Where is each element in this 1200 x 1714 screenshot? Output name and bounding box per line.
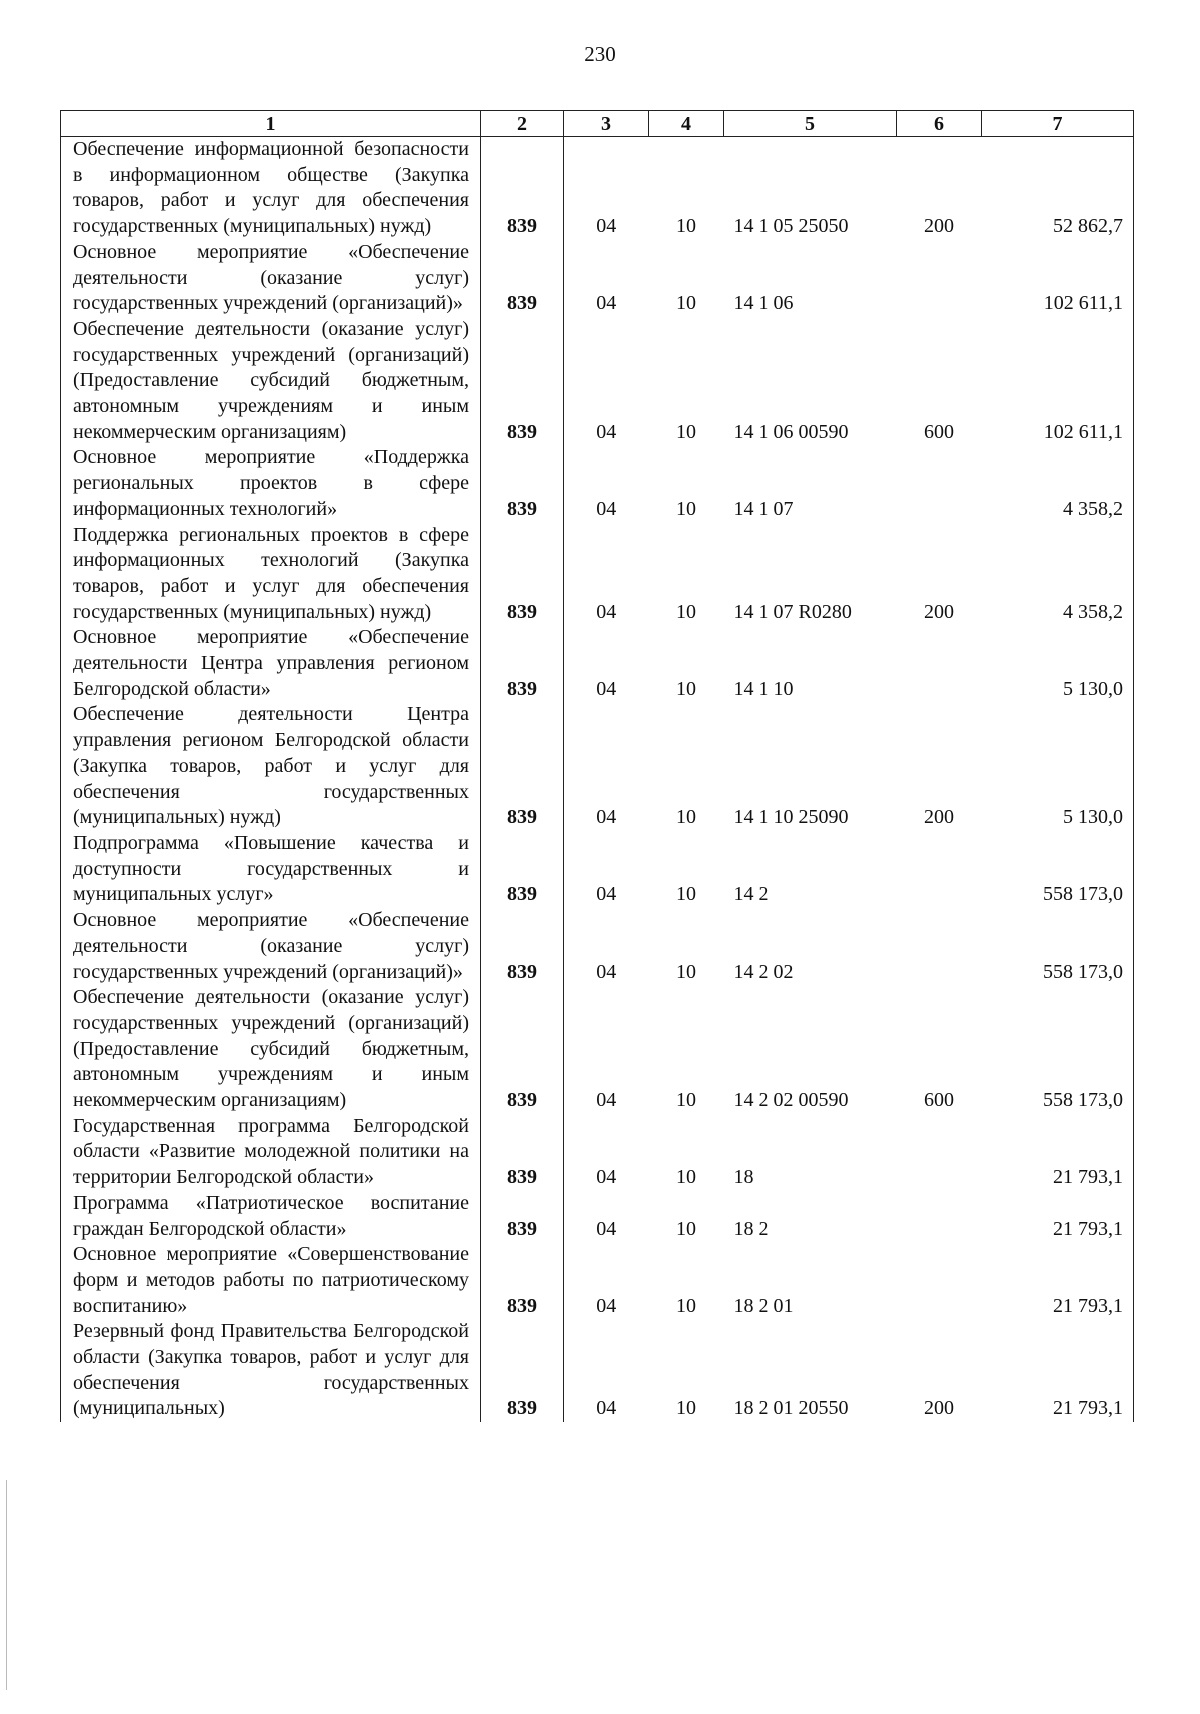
cell-col-3: 04 [564, 1114, 649, 1191]
cell-col-4: 10 [676, 215, 696, 238]
cell-col-2: 839 [481, 1319, 564, 1422]
scan-edge-line [6, 1480, 7, 1690]
cell-col-6: 200 [924, 600, 954, 623]
cell-col-5: 14 1 06 00590 [733, 420, 849, 443]
header-row [61, 111, 1134, 137]
cell-col-3: 04 [564, 137, 649, 240]
cell-col-5: 14 1 10 [733, 677, 794, 700]
column-header-7: 7 [982, 111, 1134, 137]
cell-col-5: 14 2 02 [733, 960, 794, 983]
cell-col-3: 04 [564, 625, 649, 702]
row-description: Подпрограмма «Повышение качества и доступности государственных и муниципальных услуг» [61, 831, 481, 908]
cell-col-2: 839 [481, 1114, 564, 1191]
cell-col-3: 04 [564, 1242, 649, 1319]
cell-col-6 [897, 625, 982, 702]
cell-col-2: 839 [481, 523, 564, 626]
table-row [61, 702, 1134, 831]
cell-col-7: 21 793,1 [982, 1114, 1134, 1191]
cell-col-2: 839 [481, 137, 564, 240]
cell-col-5: 14 1 05 25050 [733, 215, 849, 238]
cell-col-4: 10 [676, 497, 696, 520]
table-row [61, 625, 1134, 702]
budget-table [60, 110, 1134, 1422]
cell-col-4: 10 [676, 883, 696, 906]
column-header-5: 5 [724, 111, 897, 137]
cell-col-6 [897, 908, 982, 985]
cell-col-7: 102 611,1 [982, 240, 1134, 317]
cell-col-2: 839 [481, 1242, 564, 1319]
cell-col-2: 839 [481, 1191, 564, 1242]
row-description: Основное мероприятие «Обеспечение деятельности (оказание услуг) государственных учреждений (организаций)» [61, 908, 481, 985]
table-row [61, 137, 1134, 240]
cell-col-5: 14 1 07 R0280 [733, 600, 852, 623]
cell-col-6 [897, 240, 982, 317]
column-header-3: 3 [564, 111, 649, 137]
cell-col-3: 04 [564, 445, 649, 522]
row-description: Обеспечение деятельности (оказание услуг) государственных учреждений (организаций) (Предоставление субсидий бюджетным, автономным учреждениям и иным некоммерческим организациям) [61, 985, 481, 1114]
cell-col-7: 52 862,7 [982, 137, 1134, 240]
row-description: Обеспечение информационной безопасности в информационном обществе (Закупка товаров, работ и услуг для обеспечения государственных (муниципальных) нужд) [61, 137, 481, 240]
row-description: Обеспечение деятельности (оказание услуг) государственных учреждений (организаций) (Предоставление субсидий бюджетным, автономным учреждениям и иным некоммерческим организациям) [61, 317, 481, 446]
row-description: Основное мероприятие «Обеспечение деятельности Центра управления регионом Белгородской области» [61, 625, 481, 702]
cell-col-3: 04 [564, 831, 649, 908]
cell-col-5: 14 1 06 [733, 292, 794, 315]
cell-col-5: 18 2 01 [733, 1294, 794, 1317]
cell-col-6: 600 [924, 420, 954, 443]
table-row [61, 1191, 1134, 1242]
cell-col-3: 04 [564, 317, 649, 446]
cell-col-6 [897, 831, 982, 908]
cell-col-7: 558 173,0 [982, 985, 1134, 1114]
cell-col-2: 839 [481, 317, 564, 446]
cell-col-5: 14 2 02 00590 [733, 1089, 849, 1112]
cell-col-6 [897, 1191, 982, 1242]
cell-col-2: 839 [481, 445, 564, 522]
cell-col-7: 21 793,1 [982, 1242, 1134, 1319]
cell-col-4: 10 [676, 292, 696, 315]
cell-col-3: 04 [564, 908, 649, 985]
cell-col-7: 558 173,0 [982, 908, 1134, 985]
cell-col-6 [897, 445, 982, 522]
table-row [61, 240, 1134, 317]
table-row [61, 908, 1134, 985]
cell-col-6: 200 [924, 1397, 954, 1420]
table-row [61, 1242, 1134, 1319]
cell-col-2: 839 [481, 831, 564, 908]
cell-col-7: 21 793,1 [982, 1319, 1134, 1422]
row-description: Программа «Патриотическое воспитание граждан Белгородской области» [61, 1191, 481, 1242]
table-row [61, 1114, 1134, 1191]
cell-col-4: 10 [676, 677, 696, 700]
table-row [61, 985, 1134, 1114]
cell-col-4: 10 [676, 1397, 696, 1420]
row-description: Основное мероприятие «Обеспечение деятельности (оказание услуг) государственных учреждений (организаций)» [61, 240, 481, 317]
cell-col-2: 839 [481, 985, 564, 1114]
cell-col-3: 04 [564, 240, 649, 317]
column-header-2: 2 [481, 111, 564, 137]
cell-col-7: 21 793,1 [982, 1191, 1134, 1242]
table-body [61, 137, 1134, 1423]
row-description: Обеспечение деятельности Центра управления регионом Белгородской области (Закупка товаров, работ и услуг для обеспечения государственных (муниципальных) нужд) [61, 702, 481, 831]
table-row [61, 1319, 1134, 1422]
row-description: Основное мероприятие «Поддержка региональных проектов в сфере информационных технологий» [61, 445, 481, 522]
cell-col-5: 14 1 07 [733, 497, 794, 520]
cell-col-5: 14 1 10 25090 [733, 806, 849, 829]
column-header-6: 6 [897, 111, 982, 137]
cell-col-3: 04 [564, 523, 649, 626]
cell-col-7: 5 130,0 [982, 625, 1134, 702]
table-row [61, 523, 1134, 626]
cell-col-2: 839 [481, 625, 564, 702]
column-header-4: 4 [649, 111, 724, 137]
cell-col-6: 200 [924, 806, 954, 829]
cell-col-4: 10 [676, 1166, 696, 1189]
cell-col-4: 10 [676, 1217, 696, 1240]
row-description: Резервный фонд Правительства Белгородской области (Закупка товаров, работ и услуг для обеспечения государственных (муниципальных) [61, 1319, 481, 1422]
cell-col-4: 10 [676, 806, 696, 829]
cell-col-3: 04 [564, 702, 649, 831]
column-header-1: 1 [61, 111, 481, 137]
cell-col-6: 200 [924, 215, 954, 238]
cell-col-5: 18 2 01 20550 [733, 1397, 849, 1420]
cell-col-6: 600 [924, 1089, 954, 1112]
row-description: Основное мероприятие «Совершенствование форм и методов работы по патриотическому воспитанию» [61, 1242, 481, 1319]
cell-col-4: 10 [676, 1294, 696, 1317]
cell-col-2: 839 [481, 908, 564, 985]
cell-col-4: 10 [676, 600, 696, 623]
cell-col-2: 839 [481, 240, 564, 317]
cell-col-4: 10 [676, 1089, 696, 1112]
cell-col-4: 10 [676, 960, 696, 983]
cell-col-7: 4 358,2 [982, 445, 1134, 522]
cell-col-7: 558 173,0 [982, 831, 1134, 908]
cell-col-5: 14 2 [733, 883, 769, 906]
cell-col-5: 18 [733, 1166, 754, 1189]
page-number: 230 [584, 42, 616, 66]
cell-col-3: 04 [564, 1191, 649, 1242]
cell-col-4: 10 [676, 420, 696, 443]
row-description: Поддержка региональных проектов в сфере информационных технологий (Закупка товаров, работ и услуг для обеспечения государственных (муниципальных) нужд) [61, 523, 481, 626]
table-row [61, 445, 1134, 522]
cell-col-7: 5 130,0 [982, 702, 1134, 831]
cell-col-5: 18 2 [733, 1217, 769, 1240]
table-row [61, 317, 1134, 446]
cell-col-7: 102 611,1 [982, 317, 1134, 446]
cell-col-2: 839 [481, 702, 564, 831]
cell-col-7: 4 358,2 [982, 523, 1134, 626]
cell-col-3: 04 [564, 985, 649, 1114]
cell-col-3: 04 [564, 1319, 649, 1422]
cell-col-6 [897, 1242, 982, 1319]
cell-col-6 [897, 1114, 982, 1191]
table-row [61, 831, 1134, 908]
row-description: Государственная программа Белгородской области «Развитие молодежной политики на территории Белгородской области» [61, 1114, 481, 1191]
